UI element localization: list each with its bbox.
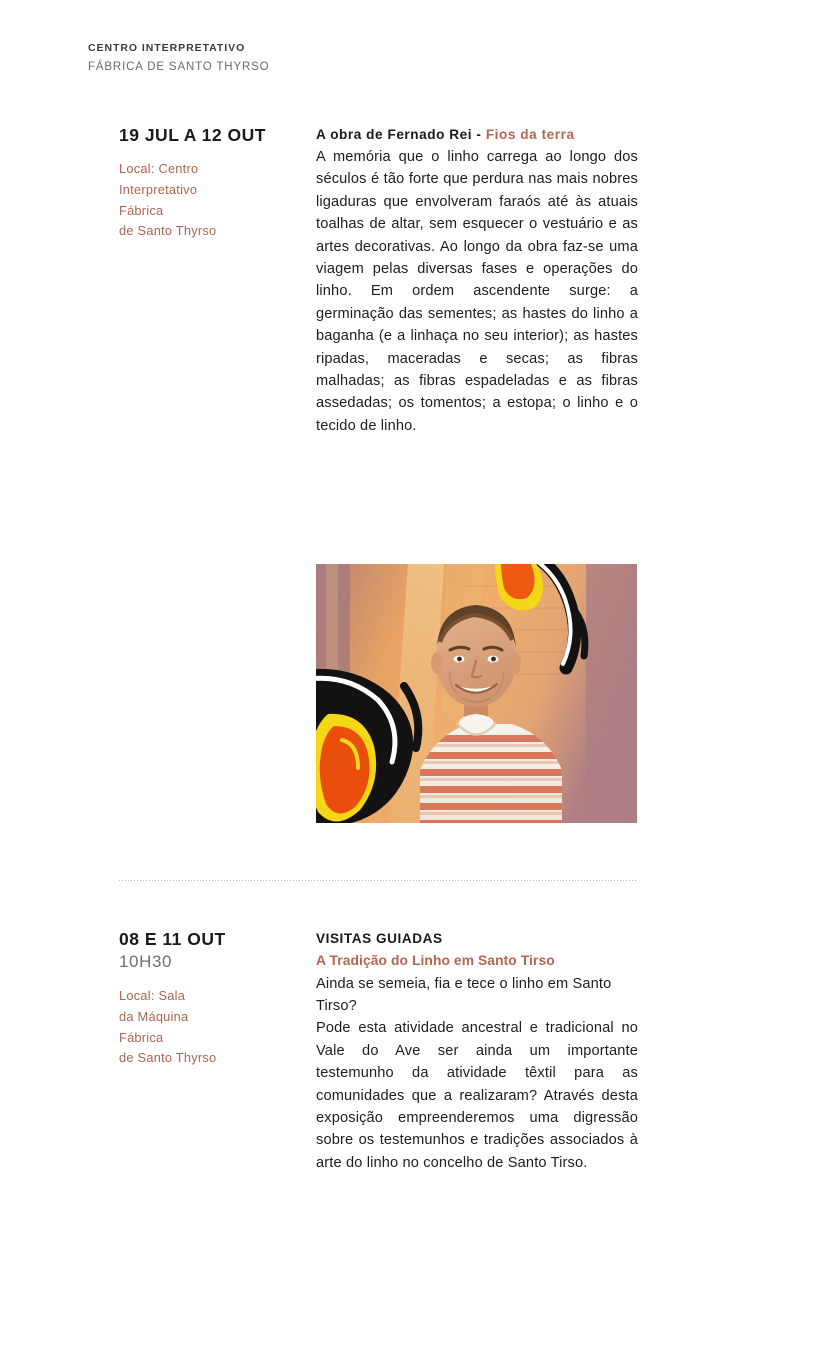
event-title-plain: A obra de Fernado Rei - xyxy=(316,127,486,142)
masthead-title: CENTRO INTERPRETATIVO xyxy=(88,42,246,54)
masthead-subtitle: FÁBRICA DE SANTO THYRSO xyxy=(88,61,270,73)
location-line: Interpretativo xyxy=(119,181,198,197)
location-line: de Santo Thyrso xyxy=(119,1050,217,1066)
event-location xyxy=(119,159,301,242)
event-time: 10H30 xyxy=(119,952,173,971)
location-line: da Máquina xyxy=(119,1008,189,1024)
event-content-exhibition xyxy=(316,124,638,437)
section-divider xyxy=(119,880,638,881)
event-date: 19 JUL A 12 OUT xyxy=(119,125,266,145)
event-description: A memória que o linho carrega ao longo dos séculos é tão forte que perdura nas mais nobres ligaduras que envolveram faraós até às atuais toalhas de altar, sem esquecer o vestuário e as artes decorativas. Ao longo da obra faz-se uma viagem pelas diversas fases e operações do linho. Em ordem ascendente surge: a germinação das sementes; as hastes do linho a baganha (e a linhaça no seu interior); as hastes ripadas, maceradas e secas; as fibras malhadas; as fibras espadeladas e as fibras assedadas; os tomentos; a estopa; o linho e o tecido de linho. xyxy=(316,149,638,434)
event-title xyxy=(316,124,638,146)
location-line: Fábrica xyxy=(119,1029,164,1045)
event-content-visits xyxy=(316,928,638,1174)
event-date: 08 E 11 OUT xyxy=(119,929,226,949)
location-line: Fábrica xyxy=(119,202,164,218)
event-category: VISITAS GUIADAS xyxy=(316,931,443,946)
event-location xyxy=(119,986,301,1069)
event-meta-visits xyxy=(119,928,301,1069)
masthead xyxy=(88,41,488,75)
event-title: A Tradição do Linho em Santo Tirso xyxy=(316,953,555,968)
event-photo xyxy=(316,564,637,823)
event-lead: Ainda se semeia, fia e tece o linho em Santo Tirso? xyxy=(316,975,612,1014)
location-line: Local: Sala xyxy=(119,988,186,1003)
location-line: Local: Centro xyxy=(119,161,199,176)
event-meta-exhibition xyxy=(119,124,301,242)
location-line: de Santo Thyrso xyxy=(119,223,217,239)
event-title-accent: Fios da terra xyxy=(485,127,575,142)
event-description: Pode esta atividade ancestral e tradicional no Vale do Ave ser ainda um importante testemunho da atividade têxtil para as comunidades que a realizaram? Através desta exposição empreenderemos uma digressão sobre os testemunhos e tradições associados à arte do linho no concelho de Santo Tirso. xyxy=(316,1020,638,1171)
